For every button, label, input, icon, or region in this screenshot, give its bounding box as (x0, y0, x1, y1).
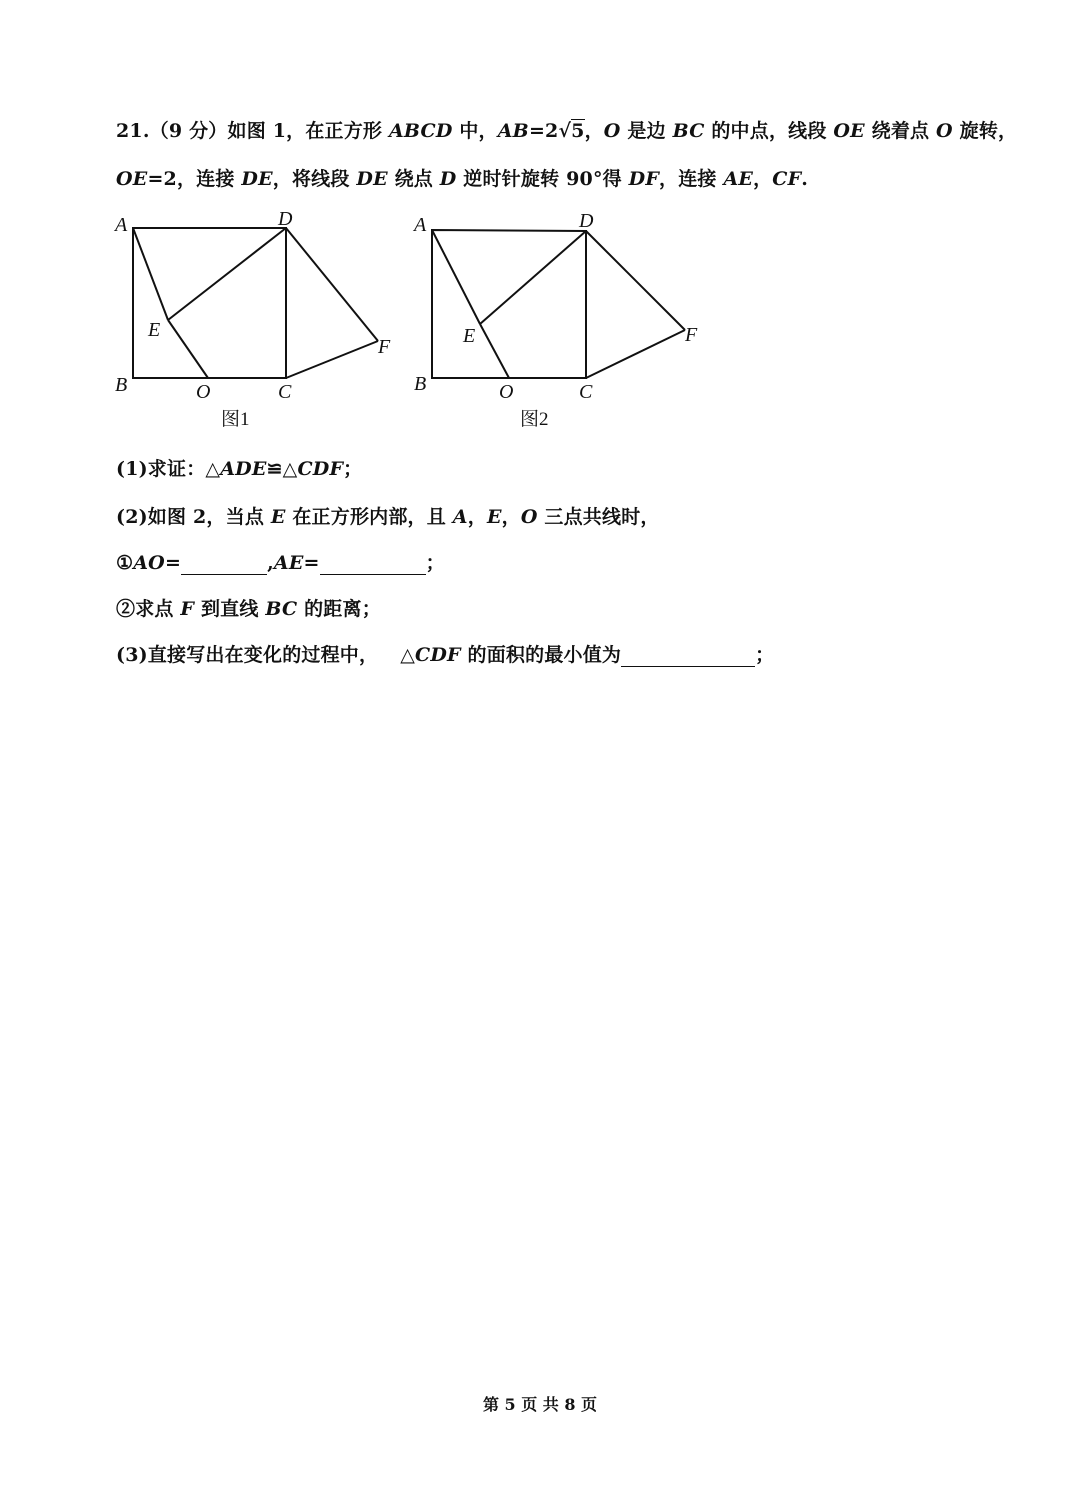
text: ，将线段 (272, 168, 357, 190)
text: ， (584, 120, 604, 142)
math-var: BC (672, 120, 705, 142)
math-var: E (270, 506, 286, 528)
math-var: CF (772, 168, 802, 190)
text: , (267, 552, 274, 574)
sqrt-radicand: 5 (571, 120, 585, 142)
answer-blank-min-area[interactable] (621, 648, 755, 667)
math-var: OE (833, 120, 865, 142)
label-c: C (579, 381, 593, 403)
math-expr: △CDF (282, 458, 344, 480)
part-1 (116, 454, 362, 481)
text: 中， (452, 120, 498, 142)
label-f: F (378, 336, 391, 358)
part-2-1 (116, 548, 445, 575)
math-expr: △ADE (205, 458, 267, 480)
math-var: O (520, 506, 538, 528)
math-var: DE (356, 168, 388, 190)
label-f: F (685, 324, 698, 346)
label-a: A (414, 214, 427, 236)
text: ， (501, 506, 521, 528)
segment-cf (286, 341, 378, 378)
label-e: E (463, 325, 476, 347)
math-var: DE (241, 168, 273, 190)
square-abcd (133, 228, 286, 378)
math-var: AB (497, 120, 529, 142)
label-b: B (414, 373, 427, 395)
segment-ae (432, 230, 480, 324)
text: ； (425, 552, 445, 574)
segment-de (480, 231, 586, 324)
math-var: O (603, 120, 621, 142)
answer-blank-ao[interactable] (181, 556, 267, 575)
text: 在正方形内部，且 (285, 506, 453, 528)
label-d: D (278, 208, 293, 230)
segment-eo (168, 320, 208, 378)
text: ， (753, 168, 773, 190)
question-number: 21. (116, 120, 150, 142)
label-a: A (115, 214, 128, 236)
text: = (303, 552, 320, 574)
text: ， (467, 506, 487, 528)
segment-df (586, 231, 685, 330)
text: . (801, 168, 809, 190)
text: 旋转， (952, 120, 1018, 142)
part-3 (116, 640, 774, 667)
text: ； (755, 644, 775, 666)
math-var: A (452, 506, 468, 528)
page-footer: 第 5 页 共 8 页 (482, 1395, 598, 1414)
math-var: AO (133, 552, 165, 574)
question-line-2 (116, 164, 808, 191)
text: 的面积的最小值为 (460, 644, 622, 666)
math-var: AE (273, 552, 304, 574)
answer-blank-ae[interactable] (320, 556, 426, 575)
label-d: D (579, 210, 594, 232)
congruent-symbol: ≌ (266, 458, 283, 480)
segment-eo (480, 324, 509, 378)
figure-2-caption: 图2 (520, 409, 549, 430)
segment-cf (586, 330, 685, 378)
figure-1 (100, 200, 420, 410)
text: ； (343, 458, 363, 480)
segment-ae (133, 228, 168, 320)
text: 绕点 (387, 168, 440, 190)
math-var: AE (723, 168, 754, 190)
label-c: C (278, 381, 292, 403)
text: ，连接 (659, 168, 724, 190)
math-var: BC (265, 598, 298, 620)
part-2 (116, 502, 660, 529)
text: ① (116, 552, 134, 574)
text: 的中点，线段 (704, 120, 834, 142)
segment-df (286, 228, 378, 341)
math-var: ABCD (388, 120, 453, 142)
math-var: E (486, 506, 502, 528)
label-o: O (499, 381, 514, 403)
text: 三点共线时， (537, 506, 660, 528)
sqrt-symbol: √ (558, 120, 572, 142)
math-expr: △CDF (400, 644, 461, 666)
question-line-1 (116, 116, 1017, 143)
label-b: B (115, 374, 128, 396)
figure-1-caption: 图1 (221, 409, 250, 430)
text: =2 (528, 120, 559, 142)
text: 是边 (620, 120, 673, 142)
figure-2 (398, 200, 718, 410)
math-var: DF (628, 168, 660, 190)
text: 的距离； (297, 598, 381, 620)
math-var: O (936, 120, 953, 142)
math-var: OE (116, 168, 148, 190)
text: = (164, 552, 182, 574)
math-var: D (439, 168, 457, 190)
text: (1)求证： (116, 458, 206, 480)
text: ②求点 (116, 598, 181, 620)
label-o: O (196, 381, 211, 403)
label-e: E (148, 319, 161, 341)
text: 到直线 (194, 598, 266, 620)
segment-de (168, 228, 286, 320)
text: =2，连接 (147, 168, 242, 190)
question-score: （9 分） (149, 120, 228, 142)
math-var: F (180, 598, 195, 620)
text: 逆时针旋转 90°得 (456, 168, 629, 190)
text: (3)直接写出在变化的过程中， (116, 644, 379, 666)
text: 如图 1，在正方形 (227, 120, 389, 142)
text: 绕着点 (864, 120, 937, 142)
text: (2)如图 2，当点 (116, 506, 271, 528)
part-2-2 (116, 594, 381, 621)
